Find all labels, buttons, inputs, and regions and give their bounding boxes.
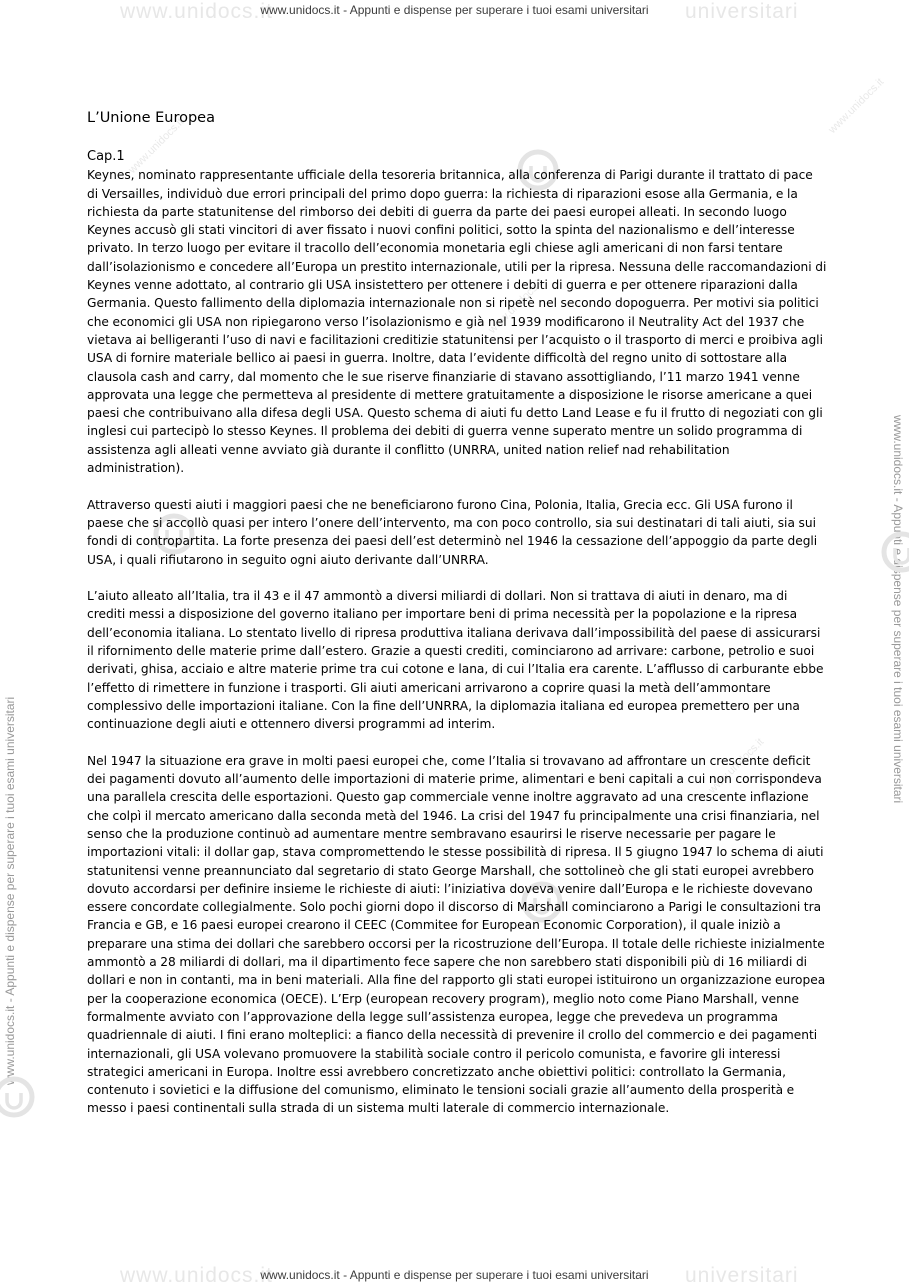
document-body [87,108,827,1136]
watermark-top-banner: www.unidocs.it - Appunti e dispense per superare i tuoi esami universitari [260,3,649,17]
paragraph: L’aiuto alleato all’Italia, tra il 43 e il 47 ammontò a diversi miliardi di dollari. Non si trattava di aiuti in denaro, ma di crediti messi a disposizione del governo italiano per importare beni di prima necessità per la popolazione e la ripresa dell’economia italiana. Lo stentato livello di ripresa produttiva italiana derivava dall’impossibilità del paese di assicurarsi il rifornimento delle materie prime dall’estero. Grazie a questi crediti, cominciarono ad arrivare: carbone, petrolio e suoi derivati, ghisa, acciaio e altre materie prime tra cui cotone e lana, di cui l’Italia era carente. L’afflusso di carburante ebbe l’effetto di rimettere in funzione i trasporti. Gli aiuti americani arrivarono a coprire quasi la metà dell’ammontare complessivo delle importazioni italiane. Con la fine dell’UNRRA, la diplomazia italiana ed europea premettero per una continuazione degli aiuti e ottennero diversi programmi ad interim. [87,589,824,732]
watermark-diagonal: www.unidocs.it [826,76,887,136]
chapter-heading: Cap.1 [87,149,125,164]
watermark-diagonal: www.unidocs.it [126,116,187,176]
watermark-right-vertical: www.unidocs.it - Appunti e dispense per superare i tuoi esami universitari [891,415,905,804]
watermark-ghost-left: www.unidocs.it [120,1264,273,1287]
watermark-diagonal: www.unidocs.it [486,276,547,336]
watermark-bottom-banner: www.unidocs.it - Appunti e dispense per superare i tuoi esami universitari [260,1268,649,1282]
watermark-ghost-right: universitari [685,1264,799,1287]
paragraph: Attraverso questi aiuti i maggiori paesi che ne beneficiarono furono Cina, Polonia, Italia, Grecia ecc. Gli USA furono il paese che si accollò quasi per intero l’onere dell’intervento, ma con poco controllo, sia sui destinatari di tali aiuti, sia sui fondi di contropartita. La forte presenza dei paesi dell’est determinò nel 1946 la cessazione dell’appoggio da parte degli USA, i quali rifiutarono in seguito ogni aiuto derivante dall’UNRRA. [87,497,818,567]
watermark-ghost-right: universitari [685,0,799,23]
watermark-ghost-left: www.unidocs.it [120,0,273,23]
unidocs-logo-icon [880,530,909,574]
document-title: L’Unione Europea [87,110,215,126]
unidocs-logo-icon [0,1075,36,1119]
paragraph: Nel 1947 la situazione era grave in molti paesi europei che, come l’Italia si trovavano ad affrontare un crescente deficit dei pagamenti dovuto all’aumento delle importazioni di materie prime, alimentari e beni capitali a cui non corrispondeva una parallela crescita delle esportazioni. Questo gap commerciale venne inoltre aggravato ad una crescente inflazione che colpì il mercato americano dalla seconda metà del 1946. La crisi del 1947 fu principalmente una crisi finanziaria, nel senso che la produzione continuò ad aumentare mentre sembravano esaurirsi le riserve necessarie per pagare le importazioni vitali: il dollar gap, stava compromettendo le stesse possibilità di ripresa. Il 5 giugno 1947 lo schema di aiuti statunitensi venne preannunciato dal segretario di stato George Marshall, che sottolineò che gli stati europei avrebbero dovuto accordarsi per definire insieme le richieste di aiuti: l’iniziativa doveva venire dall’Europa e le richieste dovevano essere concordate collegialmente. Solo pochi giorni dopo il discorso di Marshall cominciarono a Parigi le consultazioni tra Francia e GB, e 16 paesi europei crearono il CEEC (Commitee for European Economic Corporation), il quale iniziò a preparare una stima dei dollari che sarebbero occorsi per la ricostruzione dell’Europa. Il totale delle richieste inizialmente ammontò a 28 miliardi di dollari, ma il dipartimento fece sapere che non sarebbero stati disponibili più di 16 miliardi di dollari e non in contanti, ma in beni materiali. Alla fine del rapporto gli stati europei istituirono un organizzazione europea per la cooperazione economica (OECE). L’Erp (european recovery program), meglio noto come Piano Marshall, venne formalmente avviato con l’approvazione della legge sull’assistenza europea, legge che prevedeva un programma quadriennale di aiuti. I fini erano molteplici: a fianco della necessità di prevenire il crollo del commercio e dei pagamenti internazionali, gli USA volevano promuovere la stabilità sociale contro il pericolo comunista, e favorire gli interessi strategici americani in Europa. Inoltre essi avrebbero concretizzato anche obiettivi politici: controllato la Germania, contenuto i sovietici e la diffusione del comunismo, eliminato le tensioni sociali grazie all’aumento della prosperità e messo i paesi continentali sulla strada di un sistema multi laterale di commercio internazionale. [87,753,826,1116]
watermark-diagonal: www.unidocs.it [706,736,767,796]
watermark-left-vertical: www.unidocs.it - Appunti e dispense per superare i tuoi esami universitari [3,696,17,1085]
paragraph: Keynes, nominato rappresentante ufficiale della tesoreria britannica, alla conferenza di Parigi durante il trattato di pace di Versailles, individuò due errori principali del primo dopo guerra: la richiesta di riparazioni esose alla Germania, e la richiesta da parte statunitense del rimborso dei debiti di guerra da parte dei paesi europei alleati. In secondo luogo Keynes accusò gli stati vincitori di aver fissato i nuovi confini politici, sotto la spinta del nazionalismo e dell’interesse privato. In terzo luogo per evitare il tracollo dell’economia monetaria egli chiese agli americani di non farsi tentare dall’isolazionismo e concedere all’Europa un prestito internazionale, utili per la ripresa. Nessuna delle raccomandazioni di Keynes venne adottato, al contrario gli USA insistettero per ottenere i debiti di guerra e per ottenere riparazioni dalla Germania. Questo fallimento della diplomazia internazionale non si ripetè nel secondo dopoguerra. Per motivi sia politici che economici gli USA non ripiegarono verso l’isolazionismo e già nel 1939 modificarono il Neutrality Act del 1937 che vietava ai belligeranti l’uso di navi e facilitazioni creditizie statunitensi per l’acquisto o il trasporto di merci e proibiva agli USA di fornire materiale bellico ai paesi in guerra. Inoltre, data l’evidente difficoltà del regno unito di sottostare alla clausola cash and carry, dal momento che le sue riserve finanziarie di stavano assottigliando, l’11 marzo 1941 venne approvata una legge che permetteva al presidente di mettere gratuitamente a disposizione le risorse americane a quei paesi che contribuivano alla difesa degli USA. Questo schema di aiuti fu detto Land Lease e fu il frutto di negoziati con gli inglesi cui partecipò lo stesso Keynes. Il problema dei debiti di guerra venne superato mentre un solido programma di assistenza agli alleati venne avviato già durante il conflitto (UNRRA, united nation relief nad rehabilitation administration). [87,168,827,476]
